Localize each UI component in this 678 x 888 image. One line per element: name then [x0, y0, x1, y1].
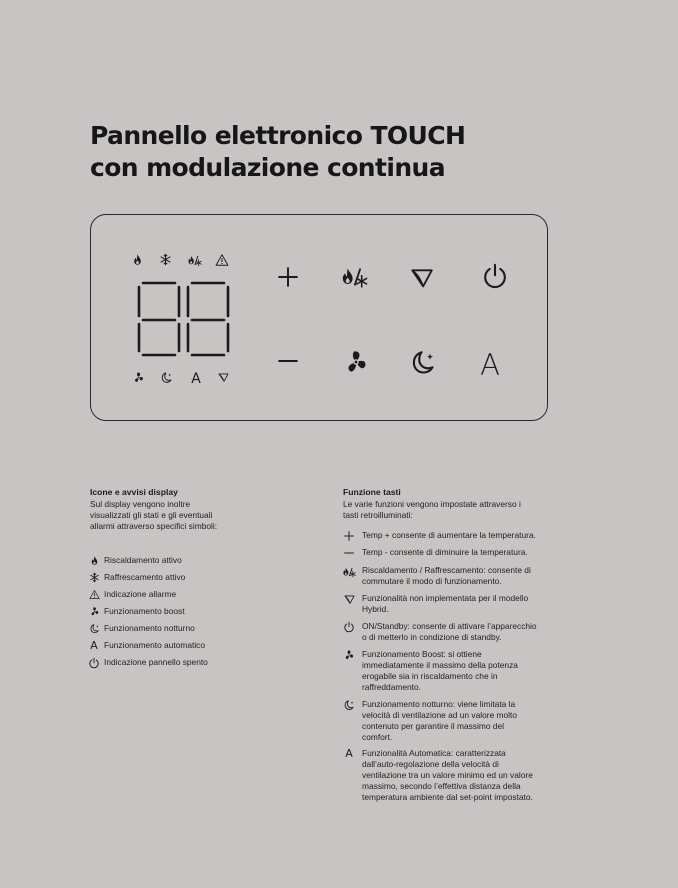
- page-title: [90, 120, 465, 184]
- moon-icon: [86, 623, 102, 634]
- power-icon: [485, 265, 505, 287]
- icons-section-heading: Icone e avvisi display: [90, 487, 178, 497]
- heat-cool-icon: [189, 256, 202, 266]
- hybrid-button[interactable]: [412, 270, 432, 286]
- list-item-text: [357, 547, 528, 558]
- hybrid-icon: [341, 593, 357, 606]
- list-item: [86, 657, 208, 669]
- night-button[interactable]: [414, 352, 433, 372]
- plus-icon: [341, 530, 357, 542]
- power-icon: [341, 621, 357, 633]
- heat-cool-button[interactable]: [343, 269, 367, 287]
- icons-section-intro: [90, 499, 217, 532]
- list-item-label: Riscaldamento attivo: [104, 555, 182, 565]
- auto-icon: A: [480, 348, 500, 382]
- list-item-text: [357, 593, 528, 615]
- list-item-label: Funzionamento boost: [104, 606, 185, 616]
- list-item: [86, 555, 182, 566]
- fan-icon: [341, 649, 357, 661]
- minus-icon: [341, 547, 357, 559]
- list-item: [341, 649, 518, 693]
- list-item-line: massimo, secondo l’effettiva distanza della: [362, 781, 521, 791]
- list-item: [341, 748, 533, 803]
- display-mode-icons: [135, 371, 228, 387]
- list-item-line: immediatamente il massimo della potenza: [362, 660, 518, 670]
- seven-segment-display: [139, 283, 228, 355]
- list-item: [341, 621, 537, 643]
- list-item-text: [357, 748, 533, 803]
- list-item-text: [357, 621, 537, 643]
- list-item-line: ventilazione tra un valore minimo ed un valore: [362, 770, 533, 780]
- intro-line: Le varie funzioni vengono impostate attraverso i: [343, 499, 521, 509]
- power-icon: [86, 657, 102, 669]
- list-item: [341, 547, 528, 559]
- intro-line: visualizzati gli stati e gli eventuali: [90, 510, 213, 520]
- list-item-line: contenuto per garantire il massimo del: [362, 721, 504, 731]
- heat-cool-icon: [341, 565, 357, 579]
- fan-icon: [135, 373, 143, 383]
- touch-buttons: [278, 265, 504, 382]
- plus-icon: [278, 267, 297, 286]
- list-item: [341, 593, 528, 615]
- list-item: [86, 623, 195, 634]
- list-item-text: [357, 649, 518, 693]
- auto-icon: A: [90, 639, 98, 652]
- digit-1: [139, 283, 179, 355]
- list-item-line: Funzionalità Automatica: caratterizzata: [362, 748, 506, 758]
- display-status-icons: [134, 254, 228, 265]
- intro-line: tasti retroilluminati:: [343, 510, 413, 520]
- list-item-label: Indicazione pannello spento: [104, 657, 208, 667]
- auto-icon: A: [345, 747, 353, 760]
- auto-button[interactable]: [480, 348, 500, 382]
- list-item-line: raffreddamento.: [362, 682, 421, 692]
- list-item: [86, 606, 185, 617]
- list-item-text: [357, 699, 517, 743]
- moon-icon: [341, 699, 357, 711]
- moon-icon: [162, 373, 171, 382]
- list-item-label: Funzionamento notturno: [104, 623, 195, 633]
- digit-2: [188, 283, 228, 355]
- list-item-line: dall’auto-regolazione della velocità di: [362, 759, 499, 769]
- list-item-line: Funzionamento notturno: viene limitata la: [362, 699, 516, 709]
- intro-line: Sul display vengono inoltre: [90, 499, 191, 509]
- keys-section-intro: [343, 499, 521, 521]
- list-item-line: commutare il modo di funzionamento.: [362, 576, 502, 586]
- list-item-line: Riscaldamento / Raffrescamento: consente di: [362, 565, 531, 575]
- moon-icon: [414, 352, 433, 372]
- list-item-line: ON/Standby: consente di attivare l’apparecchio: [362, 621, 537, 631]
- auto-icon: A: [191, 371, 201, 387]
- list-item: [86, 572, 185, 583]
- list-item-line: Temp + consente di aumentare la temperatura.: [362, 530, 536, 540]
- list-item-line: o di metterlo in condizione di standby.: [362, 632, 502, 642]
- hybrid-icon: [412, 270, 432, 286]
- list-item-line: temperatura ambiente dal set-point impostato.: [362, 792, 533, 802]
- list-item-label: Funzionamento automatico: [104, 640, 206, 650]
- warning-icon: [216, 255, 228, 266]
- list-item-label: Raffrescamento attivo: [104, 572, 186, 582]
- boost-button[interactable]: [348, 351, 365, 371]
- fan-icon: [86, 606, 102, 617]
- snowflake-icon: [161, 254, 170, 264]
- list-item: [341, 699, 517, 743]
- touch-panel: [90, 214, 548, 421]
- list-item: [341, 530, 536, 542]
- snowflake-icon: [86, 572, 102, 583]
- list-item-line: comfort.: [362, 732, 393, 742]
- list-item: [86, 589, 176, 600]
- list-item-line: velocità di ventilazione ad un valore molto: [362, 710, 518, 720]
- hybrid-icon: [219, 374, 228, 381]
- flame-icon: [134, 254, 141, 264]
- list-item-text: [357, 565, 531, 587]
- heat-cool-icon: [343, 269, 367, 287]
- plus-button[interactable]: [278, 267, 297, 286]
- power-button[interactable]: [485, 265, 505, 287]
- title-line-1: Pannello elettronico TOUCH: [90, 121, 466, 150]
- intro-line: allarmi attraverso specifici simboli:: [90, 521, 218, 531]
- list-item: [341, 565, 531, 587]
- list-item-line: Hybrid.: [362, 604, 389, 614]
- list-item: [86, 640, 205, 651]
- warning-icon: [86, 589, 102, 600]
- list-item-line: Temp - consente di diminuire la temperatura.: [362, 547, 528, 557]
- list-item-line: erogabile sia in riscaldamento che in: [362, 671, 498, 681]
- list-item-line: Funzionalità non implementata per il modello: [362, 593, 529, 603]
- fan-icon: [348, 351, 365, 371]
- flame-icon: [86, 555, 102, 566]
- title-line-2: con modulazione continua: [90, 153, 445, 182]
- touch-panel-graphic: [91, 215, 549, 422]
- list-item-line: Funzionamento Boost: si ottiene: [362, 649, 482, 659]
- list-item-text: [357, 530, 536, 541]
- keys-section-heading: Funzione tasti: [343, 487, 401, 497]
- list-item-label: Indicazione allarme: [104, 589, 177, 599]
